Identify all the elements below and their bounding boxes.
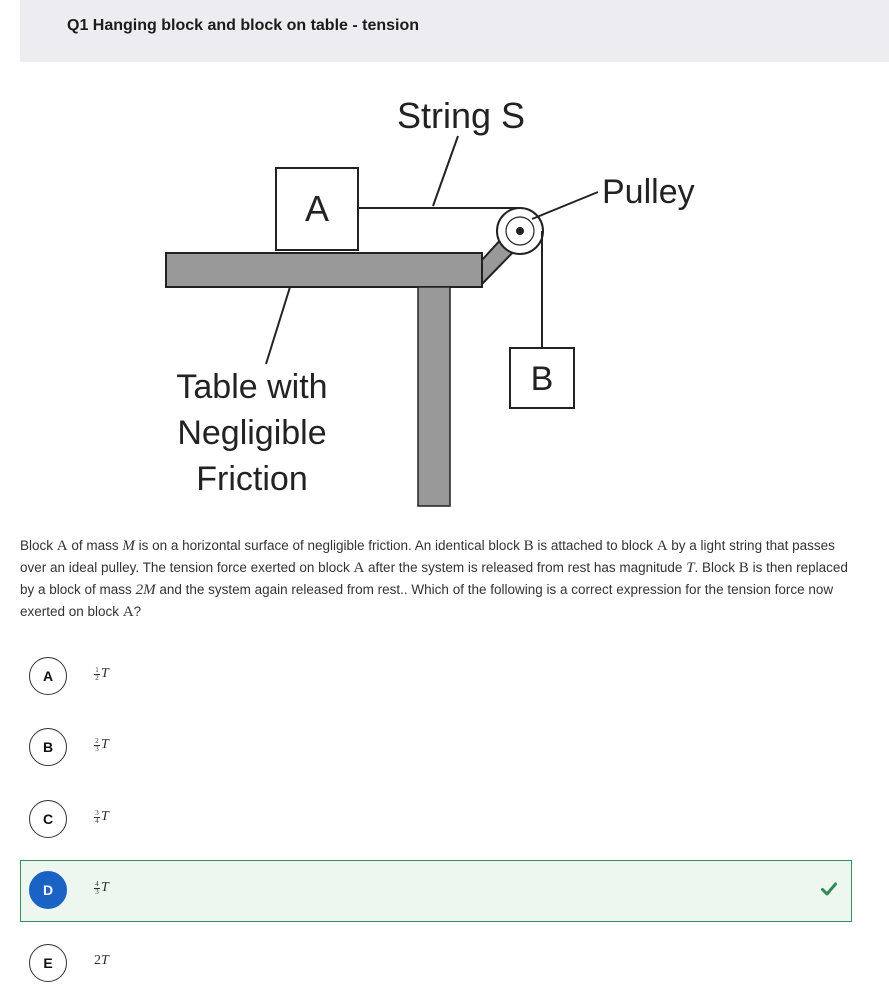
fraction: $\frac{1}{2}$	[95, 665, 99, 682]
pulley-label: Pulley	[602, 173, 695, 211]
table-leg	[418, 287, 450, 506]
table-label-pointer	[266, 287, 290, 364]
question-title: Q1 Hanging block and block on table - tension	[67, 17, 420, 34]
choice-b[interactable]	[20, 717, 852, 779]
choice-letter: A	[29, 657, 67, 695]
choice-answer: $\frac{1}{2}$ T	[95, 665, 109, 682]
choice-letter: C	[29, 800, 67, 838]
choice-d[interactable]	[20, 860, 852, 922]
physics-diagram	[160, 88, 720, 508]
choice-answer: $\frac{3}{4}$ T	[95, 808, 109, 825]
choice-answer: 2 T	[94, 953, 109, 968]
table-label-line1: Table with	[176, 368, 328, 406]
string-s-pointer	[433, 136, 458, 206]
choice-a[interactable]	[20, 646, 852, 708]
checkmark-icon	[821, 882, 837, 896]
table-label-line2: Negligible	[177, 414, 327, 452]
choice-letter: B	[29, 728, 67, 766]
block-a-label: A	[304, 188, 330, 229]
string-s-label: String S	[396, 95, 526, 136]
choice-letter: E	[29, 944, 67, 982]
fraction: $\frac{2}{3}$	[95, 736, 99, 753]
fraction: $\frac{4}{3}$	[95, 879, 99, 896]
pulley-axle	[516, 227, 524, 235]
block-b-label: B	[530, 360, 554, 398]
question-text: Block A of mass M is on a horizontal surface of negligible friction. An identical block B is attached to block A by a light string that passes over an ideal pulley. The tension force exerted on block A after the system is released from rest has magnitude T. Block B is then replaced by a block of mass 2M and the system again released from rest.. Which of the following is a correct expression for the tension force now exerted on block A?	[20, 538, 848, 620]
fraction: $\frac{3}{4}$	[95, 808, 99, 825]
table-top	[166, 253, 482, 287]
pulley-pointer	[532, 192, 598, 219]
choice-c[interactable]	[20, 789, 852, 851]
table-label-line3: Friction	[196, 460, 308, 498]
choice-e[interactable]	[20, 933, 852, 995]
question-header	[20, 0, 889, 62]
choice-letter: D	[29, 871, 67, 909]
choice-answer: $\frac{2}{3}$ T	[95, 736, 109, 753]
choice-answer: $\frac{4}{3}$ T	[95, 879, 109, 896]
